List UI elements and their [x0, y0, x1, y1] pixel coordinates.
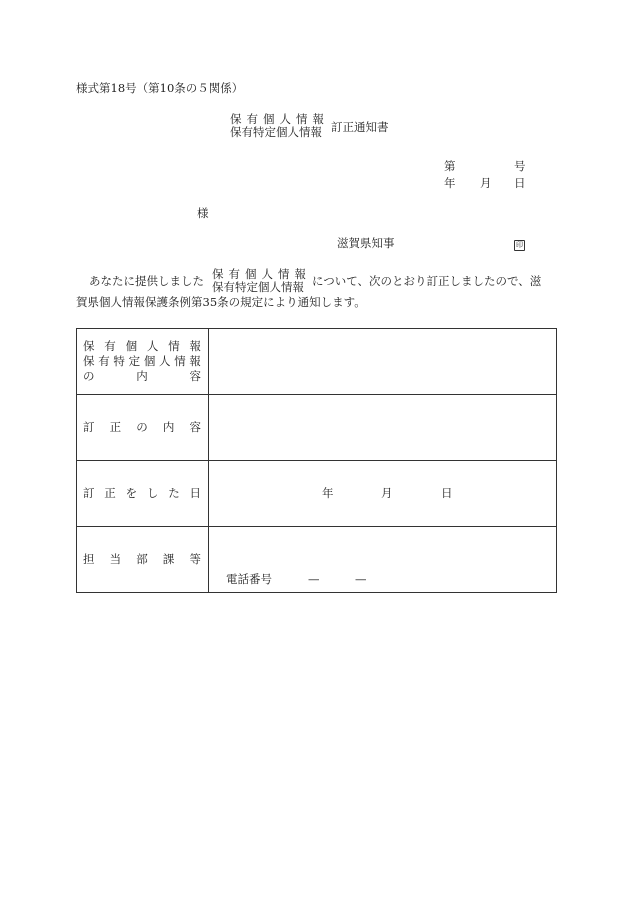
body-inline-stack: [212, 268, 306, 294]
document-title-stack: [230, 113, 324, 139]
phone-label: 電話番号: [226, 572, 272, 586]
body-text-part1: あなたに提供しました: [89, 274, 204, 288]
body-inline-line-2: 保有特定個人情報: [212, 280, 304, 294]
addressee-suffix: 様: [197, 206, 209, 220]
table-row: [77, 527, 557, 593]
document-title-suffix: 訂正通知書: [331, 120, 389, 134]
doc-number-prefix: 第: [444, 159, 456, 173]
label-department: 担 当 部 課 等: [77, 527, 209, 593]
phone-dash-2: —: [355, 572, 367, 586]
form-number: 様式第18号（第10条の５関係）: [76, 81, 244, 95]
table-row: [77, 461, 557, 527]
correction-date-month: 月: [381, 486, 393, 500]
correction-date-year: 年: [322, 486, 334, 500]
sender-name: 滋賀県知事: [337, 236, 395, 250]
body-text-part2: について、次のとおり訂正しましたので、滋: [312, 274, 542, 288]
value-correction-content[interactable]: [209, 395, 557, 461]
label-correction-content: 訂 正 の 内 容: [77, 395, 209, 461]
correction-date-day: 日: [441, 486, 453, 500]
doc-number-suffix: 号: [514, 159, 526, 173]
date-day: 日: [514, 176, 526, 190]
label-info-content: 保 有 個 人 情 報 保 有 特 定 個 人 情 報 の 内 容: [77, 329, 209, 395]
correction-table: [76, 328, 557, 593]
title-line-1: 保 有 個 人 情 報: [230, 112, 324, 126]
label-correction-date: 訂 正 を し た 日: [77, 461, 209, 527]
body-inline-line-1: 保 有 個 人 情 報: [212, 267, 306, 281]
seal-icon: 印: [516, 241, 523, 249]
table-row: [77, 329, 557, 395]
value-department[interactable]: [209, 527, 557, 593]
value-correction-date[interactable]: [209, 461, 557, 527]
seal-mark: [514, 238, 525, 251]
body-text-line2: 賀県個人情報保護条例第35条の規定により通知します。: [76, 295, 366, 309]
phone-dash-1: —: [308, 572, 320, 586]
title-line-2: 保有特定個人情報: [230, 125, 322, 139]
date-year: 年: [444, 176, 456, 190]
date-month: 月: [480, 176, 492, 190]
table-row: [77, 395, 557, 461]
value-info-content[interactable]: [209, 329, 557, 395]
